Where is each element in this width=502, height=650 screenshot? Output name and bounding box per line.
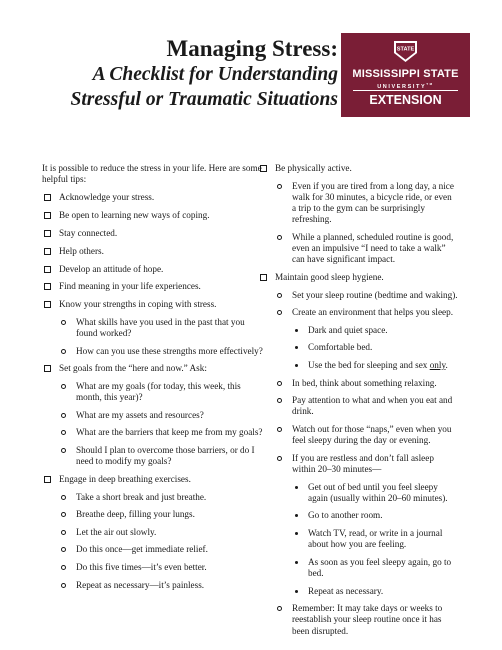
checklist-item-label: Know your strengths in coping with stress. (59, 299, 217, 310)
sub-item: While a planned, scheduled routine is good, even an impulsive “I need to take a walk” can have significant impact. (275, 232, 458, 266)
bullet-item: Watch TV, read, or write in a journal about how you are feeling. (292, 528, 458, 550)
sub-item: Set your sleep routine (bedtime and waking). (275, 290, 458, 301)
document-title (20, 35, 338, 112)
title-main: Managing Stress: (166, 36, 338, 61)
checklist-right (258, 163, 458, 637)
checklist-item-sleep (258, 272, 458, 637)
sub-item: In bed, think about something relaxing. (275, 378, 458, 389)
left-column (42, 163, 268, 597)
sub-item: Even if you are tired from a long day, a nice walk for 30 minutes, a bicycle ride, or even a trip to the gym can be surprisingly refreshing. (275, 181, 458, 226)
checklist-item: Find meaning in your life experiences. (42, 281, 268, 292)
logo-rule (353, 90, 458, 91)
bullet-item: As soon as you feel sleepy again, go to bed. (292, 557, 458, 579)
sub-item: Watch out for those “naps,” even when you feel sleepy during the day or evening. (275, 424, 458, 446)
emphasis-only: only (429, 359, 446, 370)
shield-text: STATE (396, 46, 415, 53)
checklist-item-label: Engage in deep breathing exercises. (59, 473, 191, 484)
state-shield-icon (391, 39, 420, 64)
bullet-item: Get out of bed until you feel sleepy again (usually within 20–60 minutes). (292, 482, 458, 504)
bullet-item: Go to another room. (292, 510, 458, 521)
sub-item: Do this once—get immediate relief. (59, 544, 268, 555)
sub-item: Pay attention to what and when you eat and drink. (275, 395, 458, 417)
checklist-item: Develop an attitude of hope. (42, 264, 268, 275)
bullet-item: Comfortable bed. (292, 342, 458, 353)
sub-item: Breathe deep, filling your lungs. (59, 509, 268, 520)
checklist-item: Stay connected. (42, 228, 268, 239)
bullet-item: Dark and quiet space. (292, 325, 458, 336)
sub-item: Take a short break and just breathe. (59, 492, 268, 503)
sub-item: What are my assets and resources? (59, 410, 268, 421)
sub-item: Do this five times—it’s even better. (59, 562, 268, 573)
msu-extension-logo (341, 33, 470, 117)
checklist-item-label: Maintain good sleep hygiene. (275, 272, 384, 282)
sub-item: Should I plan to overcome those barriers, or do I need to modify my goals? (59, 445, 268, 467)
sub-item: What are my goals (for today, this week, this month, this year)? (59, 381, 268, 403)
title-subtitle-2: Stressful or Traumatic Situations (70, 89, 338, 110)
checklist-item-label: Set goals from the “here and now.” Ask: (59, 363, 207, 374)
checklist-item: Be open to learning new ways of coping. (42, 210, 268, 221)
bullet-item-bed-use: Use the bed for sleeping and sex only. (292, 360, 458, 371)
checklist-item: Help others. (42, 246, 268, 257)
title-subtitle-1: A Checklist for Understanding (92, 64, 338, 85)
sub-item: Remember: It may take days or weeks to reestablish your sleep routine once it has been disrupted. (275, 603, 458, 637)
checklist-item-label: Be physically active. (275, 163, 352, 173)
checklist-item-breathing (42, 474, 268, 591)
right-column (258, 163, 458, 643)
logo-university-name: MISSISSIPPI STATE (352, 68, 459, 80)
logo-department: EXTENSION (369, 93, 442, 107)
checklist-item: Acknowledge your stress. (42, 192, 268, 203)
sub-item: Let the air out slowly. (59, 527, 268, 538)
bullet-item: Repeat as necessary. (292, 586, 458, 597)
intro-text: It is possible to reduce the stress in your life. Here are some helpful tips: (42, 163, 262, 185)
logo-university-sub: UNIVERSITY™ (377, 82, 434, 90)
checklist-item-active (258, 163, 458, 265)
checklist-left (42, 192, 268, 590)
sub-item-label: If you are restless and don’t fall asleep within 20–30 minutes— (292, 452, 434, 474)
sub-item: How can you use these strengths more effectively? (59, 346, 268, 357)
sub-item-label: Create an environment that helps you sleep. (292, 307, 453, 318)
checklist-item-goals (42, 363, 268, 467)
sub-item-environment (275, 307, 458, 371)
sub-item-restless (275, 453, 458, 597)
checklist-item-strengths (42, 299, 268, 357)
sub-item: What are the barriers that keep me from my goals? (59, 427, 268, 438)
sub-item: Repeat as necessary—it’s painless. (59, 580, 268, 591)
sub-item: What skills have you used in the past that you found worked? (59, 317, 268, 339)
